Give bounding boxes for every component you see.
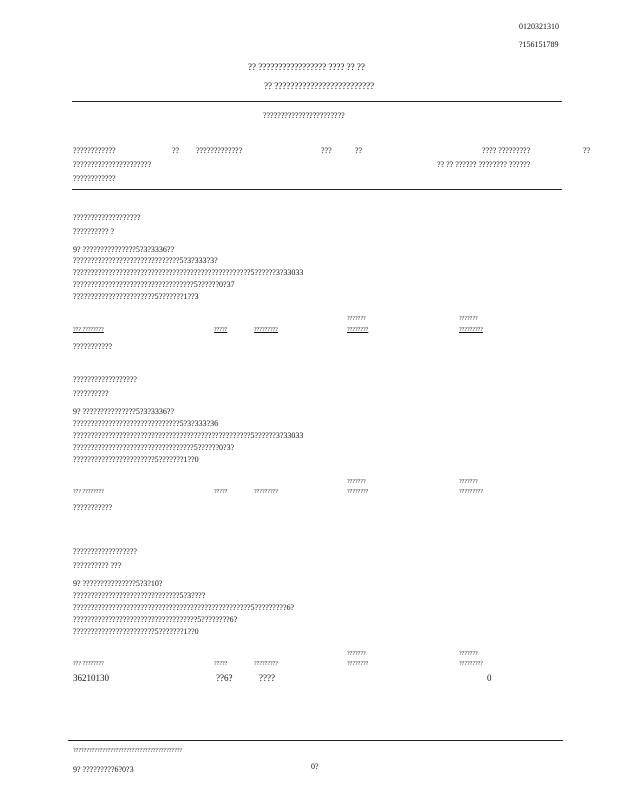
section-title: ??????????????????????? xyxy=(263,111,345,120)
info-label-4: ??? xyxy=(321,146,332,155)
column-header: ??????? xyxy=(459,479,478,485)
column-header: ???????? xyxy=(347,661,369,667)
column-header: ??????? xyxy=(459,651,478,657)
block-title: ?????????????????? xyxy=(73,375,137,384)
block-line: ??????????????????????????????5?3?333?36 xyxy=(73,419,219,428)
column-header: ??????? xyxy=(347,316,366,322)
column-header: ????????? xyxy=(254,327,278,333)
info-label-2: ?? xyxy=(172,146,180,155)
block-line: ??????????????????????????????????5??????0?3? xyxy=(73,443,235,452)
footer-left: 9? ?????????6?0?3 xyxy=(73,765,134,774)
block-line: ??????????????????????????????????????????????????5??????3?33033 xyxy=(73,431,304,440)
column-header: ??????? xyxy=(347,479,366,485)
column-header: ??? ???????? xyxy=(73,327,104,333)
block-line: ???????????????????????5???????1??3 xyxy=(73,292,199,301)
document-ref: ?156151789 xyxy=(519,40,559,49)
block-line: ??????????????????????????????????????????????????5??????3?33033 xyxy=(73,268,304,277)
value-unit: ???? xyxy=(259,673,275,683)
column-header: ????????? xyxy=(459,661,483,667)
value-qty: ??6? xyxy=(216,673,233,683)
column-header: ??????? xyxy=(459,316,478,322)
column-header: ????? xyxy=(214,489,228,495)
block-line: ??????????????????????????????????5??????0?37 xyxy=(73,280,235,289)
document-title: ?? ????????????????? ???? ?? ?? xyxy=(248,62,365,72)
column-header: ????????? xyxy=(254,661,278,667)
column-header: ????????? xyxy=(459,489,483,495)
info-label-5: ?? xyxy=(355,146,363,155)
block-footer: ??????????? xyxy=(73,503,113,512)
block-line: 9? ???????????????5?3?10? xyxy=(73,579,163,588)
document-subtitle: ?? ????????????????????????? xyxy=(264,81,375,91)
block-line: ???????????????????????5???????1??0 xyxy=(73,627,199,636)
value-total: 0 xyxy=(487,673,492,683)
block-line: 9? ???????????????5?3?3336?? xyxy=(73,407,175,416)
footer-note: ????????????????????????????????????????? xyxy=(73,748,183,754)
info-row2-left: ?????????????????????? xyxy=(73,160,152,169)
column-header: ????????? xyxy=(254,489,278,495)
block-footer: ??????????? xyxy=(73,342,113,351)
info-label-3: ????????????? xyxy=(196,146,243,155)
column-header: ????????? xyxy=(459,327,483,333)
info-label-1: ???????????? xyxy=(73,146,116,155)
column-header: ??? ???????? xyxy=(73,489,104,495)
block-line: ??????????????????????????????5?3?333?3? xyxy=(73,256,218,265)
block-title: ??????????????????? xyxy=(73,213,141,222)
footer-divider xyxy=(68,740,563,741)
info-label-7: ?? xyxy=(583,146,591,155)
info-label-6: ???? ????????? xyxy=(482,146,531,155)
info-row2-right: ?? ?? ?????? ???????? ?????? xyxy=(437,160,531,169)
info-row3-left: ???????????? xyxy=(73,174,116,183)
block-line: ???????????????????????????????????5????????6? xyxy=(73,615,238,624)
column-header: ??? ???????? xyxy=(73,661,104,667)
block-line: ??????????????????????????????????????????????????5?????????6? xyxy=(73,603,295,612)
block-line: ??????????????????????????????5?3???? xyxy=(73,591,206,600)
header-divider xyxy=(72,101,562,102)
column-header: ???????? xyxy=(347,489,369,495)
block-line: ???????????????????????5???????1??0 xyxy=(73,455,199,464)
block-subtitle: ?????????? ??? xyxy=(73,561,122,570)
column-header: ??????? xyxy=(347,651,366,657)
block-subtitle: ?????????? xyxy=(73,389,109,398)
block-title: ?????????????????? xyxy=(73,547,137,556)
column-header: ???????? xyxy=(347,327,369,333)
document-id: 0120321310 xyxy=(519,22,559,31)
page-number: 0? xyxy=(311,762,319,771)
block-line: 9? ???????????????5?3?3336?? xyxy=(73,245,175,254)
column-header: ????? xyxy=(214,661,228,667)
block-subtitle: ?????????? ? xyxy=(73,227,115,236)
column-header: ????? xyxy=(214,327,228,333)
info-divider xyxy=(72,189,562,190)
value-amount: 36210130 xyxy=(73,673,109,683)
